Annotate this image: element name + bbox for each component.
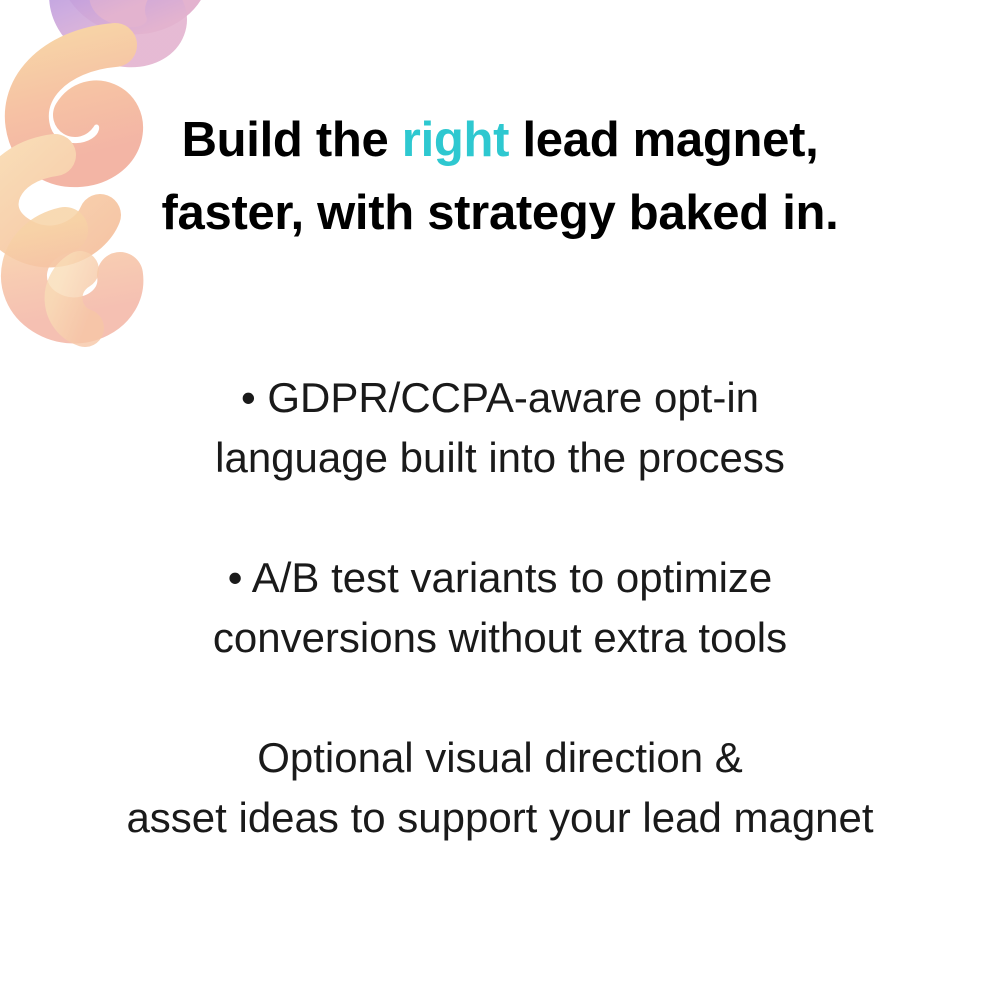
bullet-1-line-2: language built into the process <box>215 433 785 481</box>
headline-part1: Build the <box>181 113 402 167</box>
headline-part2: lead magnet, <box>509 113 819 167</box>
bullet-1-line-1: • GDPR/CCPA-aware opt-in <box>240 374 760 421</box>
headline-line2: faster, with strategy baked in. <box>161 185 839 240</box>
bullet-2-line-2: conversions without extra tools <box>212 613 788 661</box>
bullet-block-1 <box>40 368 960 487</box>
bullet-3-line-2: asset ideas to support your lead magnet <box>126 793 874 841</box>
bullet-2-line-1: • A/B test variants to optimize <box>227 554 773 601</box>
headline-accent-word: right <box>401 113 510 167</box>
bullet-block-3 <box>40 728 960 847</box>
bullet-block-2 <box>40 548 960 667</box>
slide-headline <box>40 104 960 249</box>
bullet-3-line-1: Optional visual direction & <box>257 734 743 781</box>
